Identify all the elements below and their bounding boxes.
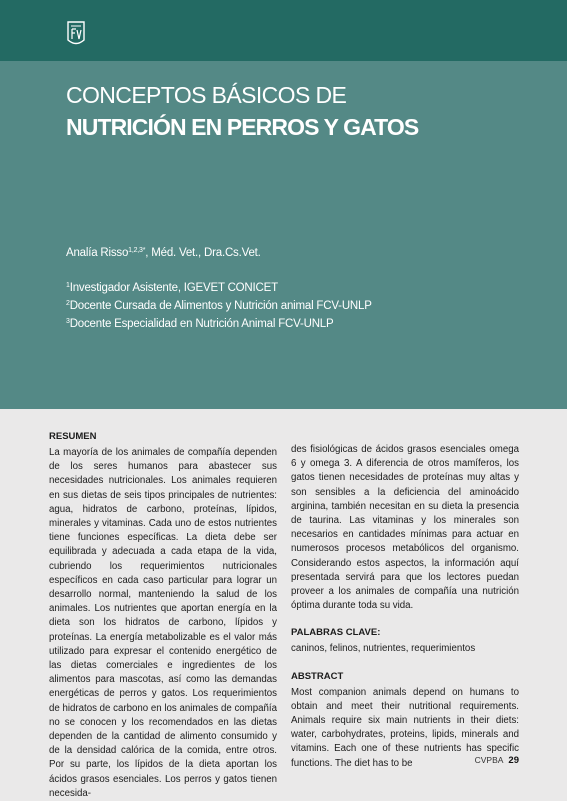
author-line: [66, 247, 261, 259]
abstract-text: Most companion animals depend on humans to obtain and meet their nutritional requirements. Animals require six main nutrients in their diets: water, carbohydrates, proteins, lipids, minerals and vitamins. Each one of these nutrients has specific functions. The diet has to be: [291, 686, 519, 769]
resumen-heading: RESUMEN: [49, 431, 97, 442]
title-line-2: NUTRICIÓN EN PERROS Y GATOS: [66, 114, 419, 140]
affiliation-3: $^3$Docente Especialidad en Nutrición Animal FCV-UNLP: [66, 318, 334, 330]
page-footer: [475, 755, 519, 766]
keywords-heading: PALABRAS CLAVE:: [291, 627, 381, 639]
affiliation-1: $^1$Investigador Asistente, IGEVET CONICET: [66, 282, 278, 294]
author-degrees: , Méd. Vet., Dra.Cs.Vet.: [145, 247, 261, 259]
keywords-text: caninos, felinos, nutrientes, requerimientos: [291, 643, 476, 655]
column-left: [49, 430, 277, 801]
journal-name: CVPBA: [474, 755, 504, 765]
affiliation-2: $^2$Docente Cursada de Alimentos y Nutrición animal FCV-UNLP: [66, 300, 372, 312]
author-name: Analía Risso: [66, 247, 129, 259]
title-line-1: CONCEPTOS BÁSICOS DE: [66, 82, 347, 108]
abstract-heading: ABSTRACT: [291, 670, 344, 682]
author-marks: 1,2,3*: [128, 247, 146, 254]
resumen-text-right: des fisiológicas de ácidos grasos esenciales omega 6 y omega 3. A diferencia de otros mamíferos, los gatos tienen necesidades de proteínas muy altas y son sensibles a la deficiencia del aminoácido arginina, también necesitan en su dieta la presencia de taurina. Las vitaminas y los minerales son necesarios en cantidades mínimas para actuar en numerosos procesos metabólicos del organismo. Considerando estos aspectos, la información aquí presentada servirá para que los lectores puedan proveer a los animales de compañía una nutrición óptima durante toda su vida.: [291, 444, 519, 612]
page-number: 29: [508, 755, 519, 766]
column-right: [291, 443, 519, 771]
faculty-logo-icon: [66, 20, 86, 48]
resumen-text-left: La mayoría de los animales de compañía dependen de los seres humanos para abastecer sus necesidades nutricionales. Los animales requieren en sus dietas de seis tipos principales de nutrientes: agua, hidratos de carbono, proteínas, lípidos, minerales y vitaminas. Cada uno de estos nutrientes tiene funciones específicas. La dieta debe ser equilibrada y adecuada a cada etapa de la vida, cubriendo los requerimientos nutricionales específicos en cada caso particular para lograr un desarrollo normal, manteniendo la salud de los animales. Los nutrientes que aportan energía en la dieta son los hidratos de carbono, lípidos y proteínas. La energía metabolizable es el valor más utilizado para expresar el contenido energético de las dietas comerciales e ingredientes de los alimentos para mascotas, así como las demandas energéticas de perros y gatos. Los requerimientos de hidratos de carbono en los animales de compañía no se conocen y los recomendados en las dietas dependen de la cantidad de alimento consumido y de la densidad calórica de la comida, entre otros. Por su parte, los lípidos de la dieta aportan los ácidos grasos esenciales. Los perros y gatos tienen necesida-: [49, 447, 277, 799]
